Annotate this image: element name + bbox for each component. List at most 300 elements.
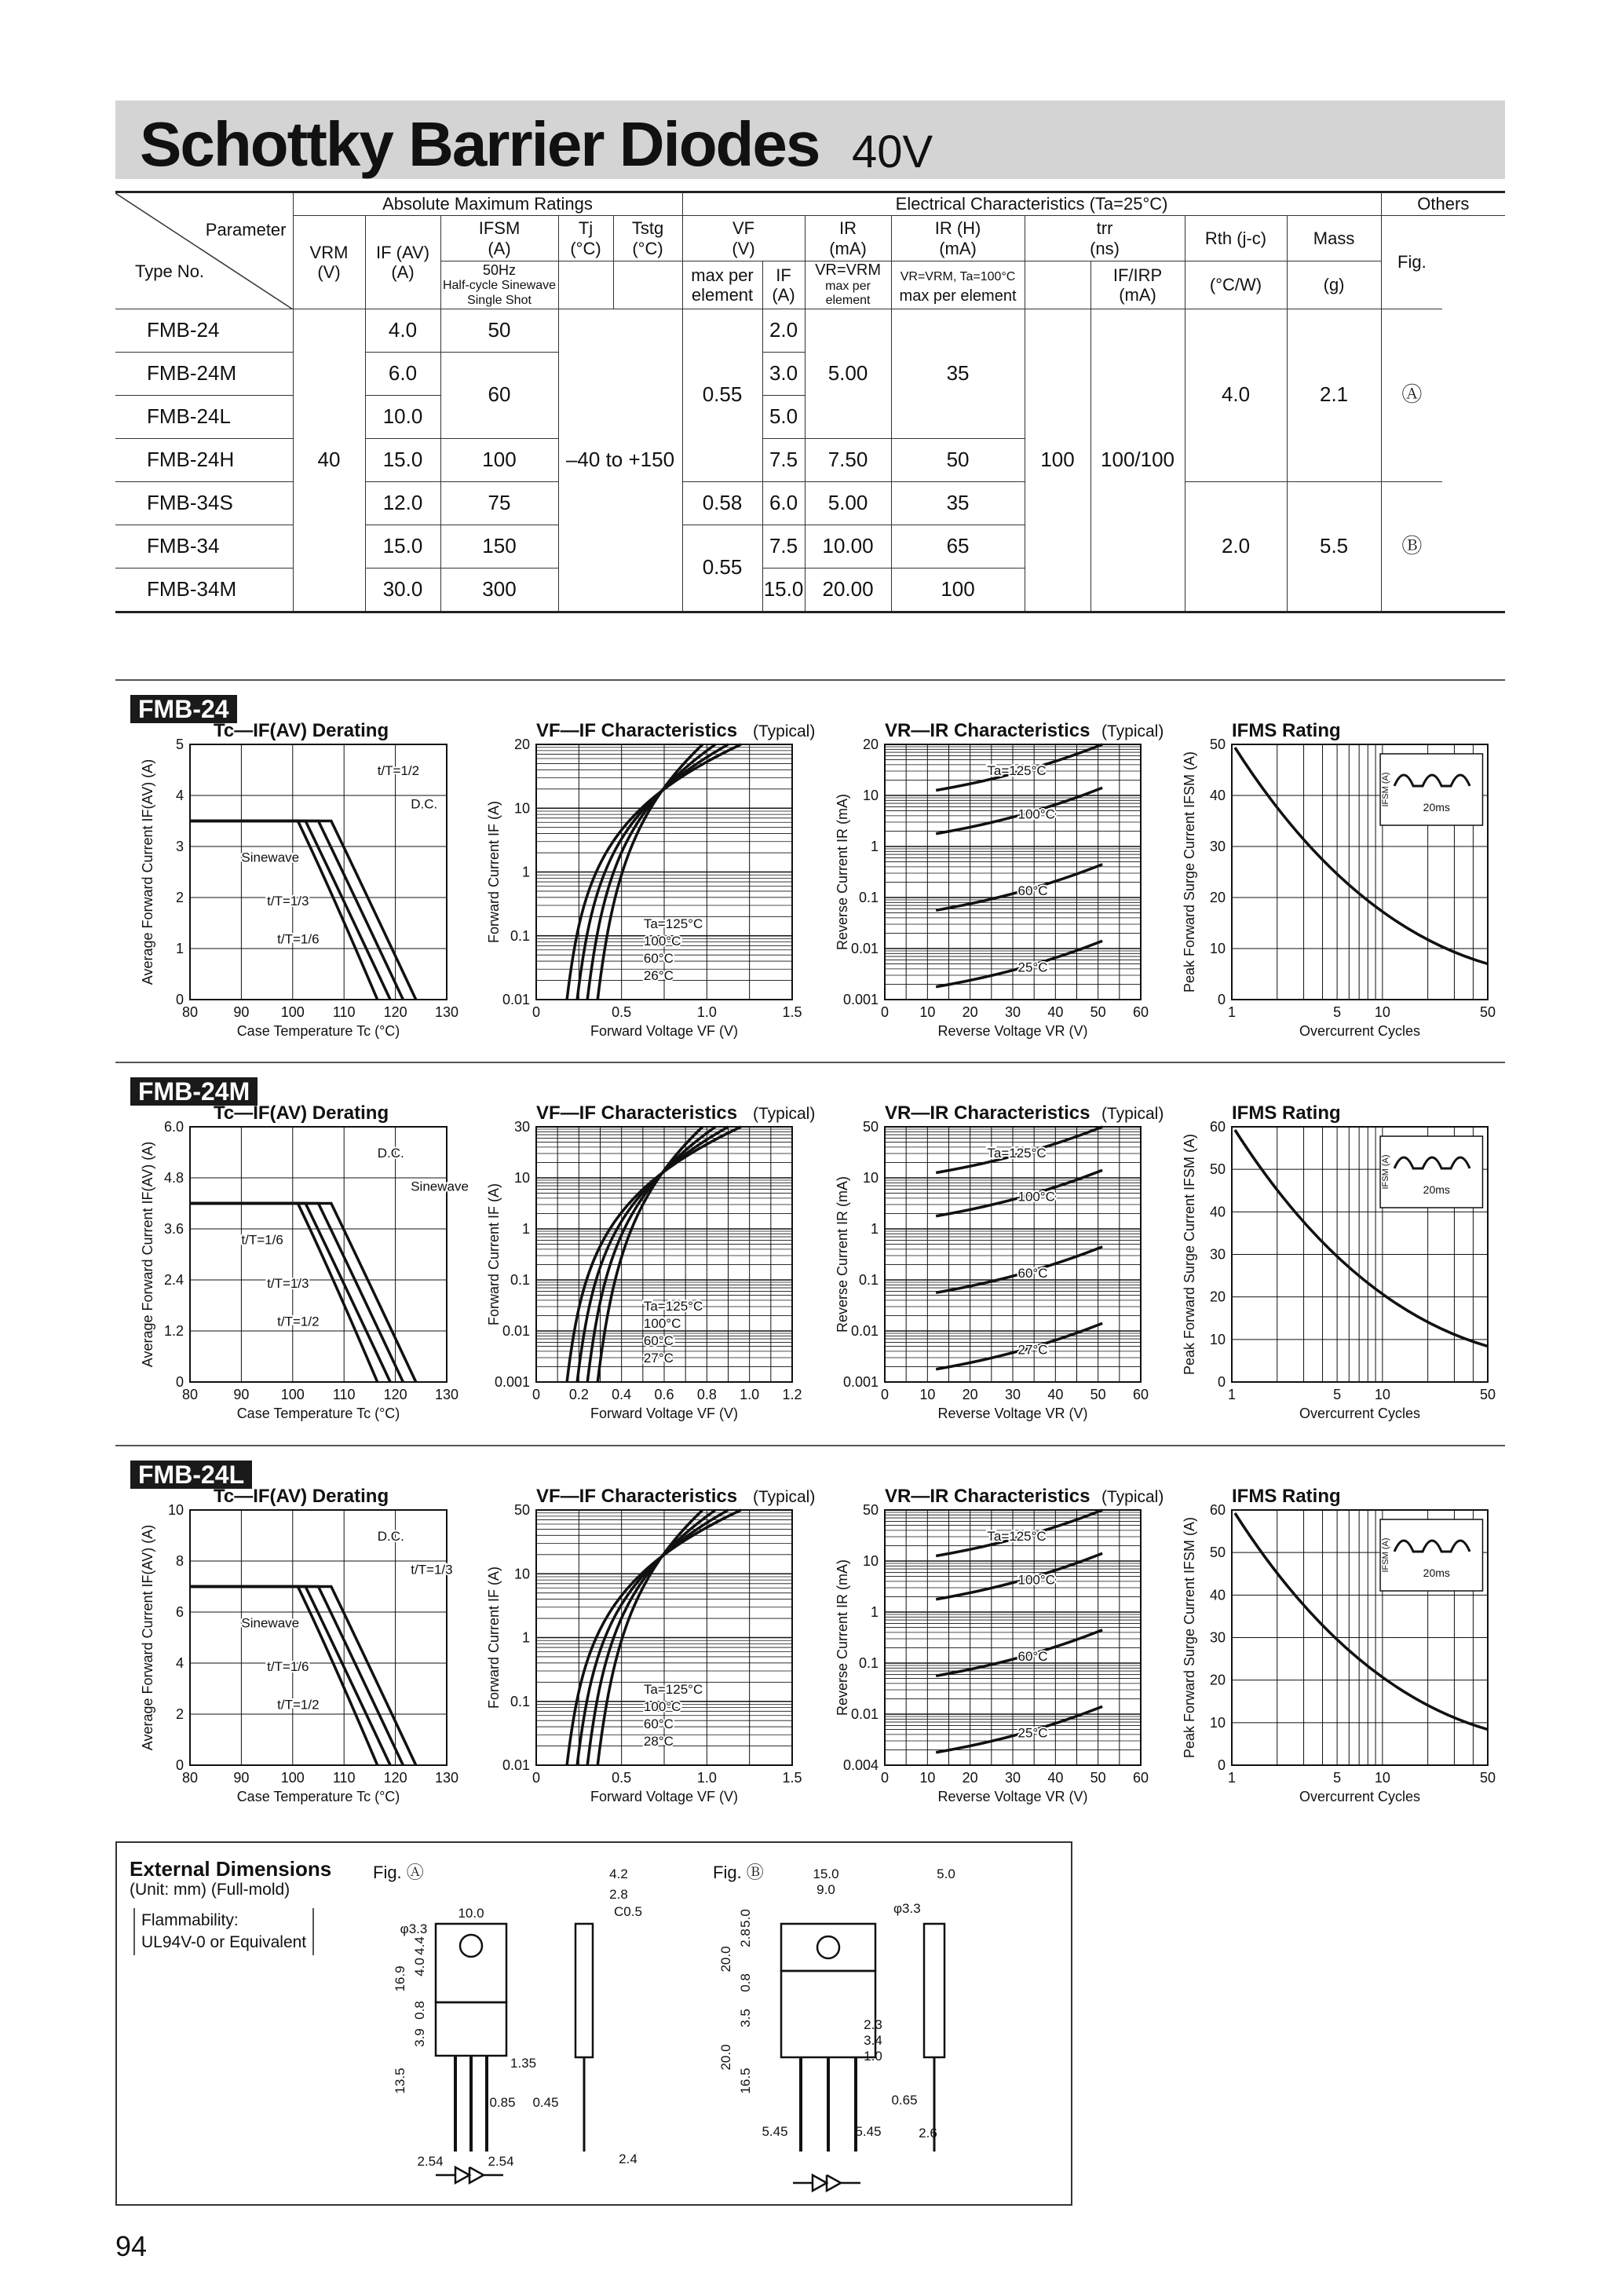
temperature-label: 60°C	[1017, 1648, 1048, 1664]
x-tick-label: 5	[1333, 1770, 1342, 1786]
mounting-hole-icon	[817, 1936, 839, 1958]
y-tick-label: 50	[513, 1502, 530, 1518]
y-tick-label: 0	[1217, 1374, 1226, 1390]
y-tick-label: 4.8	[163, 1170, 184, 1186]
mass-unit: (g)	[1287, 261, 1381, 309]
x-tick-label: 0	[880, 1387, 890, 1402]
curve-label: Sinewave	[241, 1615, 300, 1631]
dimension-label: 2.8	[738, 1929, 753, 1947]
x-tick-label: 130	[434, 1770, 459, 1786]
y-tick-label: 0	[175, 992, 184, 1007]
x-tick-label: 0	[532, 1770, 541, 1786]
x-tick-label: 50	[1479, 1770, 1496, 1786]
y-tick-label: 0.004	[842, 1757, 879, 1773]
x-axis-label: Reverse Voltage VR (V)	[937, 1023, 1088, 1039]
y-axis-label: Reverse Current IR (mA)	[835, 1175, 850, 1333]
y-tick-label: 0.01	[850, 1323, 879, 1339]
table-row: FMB-24 40 4.0 50 –40 to +150 0.55 2.0 5.00 35 100 100/100 4.0 2.1 Ⓐ	[115, 309, 1505, 352]
x-tick-label: 10	[919, 1770, 936, 1786]
y-tick-label: 30	[1209, 1246, 1226, 1263]
temperature-label: 100°C	[643, 1699, 681, 1714]
y-tick-label: 50	[862, 1119, 879, 1135]
inset-label: 20ms	[1423, 800, 1450, 813]
x-tick-label: 50	[1090, 1387, 1106, 1402]
chart-title: VR—IR Characteristics	[885, 720, 1090, 741]
x-tick-label: 10	[919, 1387, 936, 1402]
x-tick-label: 60	[1132, 1004, 1149, 1020]
x-tick-label: 90	[233, 1387, 250, 1402]
x-tick-label: 0.8	[696, 1387, 717, 1402]
y-axis-label: Forward Current IF (A)	[486, 800, 502, 944]
y-tick-label: 10	[513, 1566, 530, 1582]
x-tick-label: 0	[880, 1004, 890, 1020]
temperature-label: Ta=125°C	[643, 1682, 703, 1697]
y-tick-label: 0	[1217, 992, 1226, 1007]
x-axis-label: Overcurrent Cycles	[1299, 1023, 1421, 1039]
y-tick-label: 6	[175, 1604, 184, 1620]
chart-title: IFMS Rating	[1232, 720, 1341, 741]
section-tag-fmb24l: FMB-24L	[130, 1461, 252, 1489]
y-tick-label: 1	[870, 1221, 879, 1237]
x-tick-label: 5	[1333, 1004, 1342, 1020]
y-tick-label: 1	[870, 1604, 879, 1620]
section-tag-fmb24m: FMB-24M	[130, 1077, 258, 1106]
flammability-note: Flammability: UL94V-0 or Equivalent	[133, 1908, 314, 1955]
curve-label: t/T=1/6	[277, 931, 320, 947]
x-tick-label: 120	[383, 1387, 407, 1402]
dimension-label: 16.9	[393, 1965, 407, 1992]
temperature-label: 27°C	[643, 1351, 674, 1366]
inset-axis-label: IFSM (A)	[1381, 1154, 1391, 1190]
x-axis-label: Forward Voltage VF (V)	[590, 1023, 739, 1039]
y-tick-label: 40	[1209, 1587, 1226, 1603]
x-tick-label: 0.5	[612, 1004, 632, 1020]
x-tick-label: 110	[332, 1387, 356, 1402]
y-tick-label: 0.001	[842, 992, 879, 1007]
x-tick-label: 20	[962, 1387, 978, 1402]
y-axis-label: Peak Forward Surge Current IFSM (A)	[1182, 1516, 1197, 1759]
y-tick-label: 2	[175, 890, 184, 905]
package-a-body	[436, 2002, 506, 2056]
x-tick-label: 1.2	[782, 1387, 802, 1402]
chart-typical-label: (Typical)	[753, 1105, 816, 1123]
ifsm-header: IFSM (A)	[440, 216, 558, 261]
x-tick-label: 10	[919, 1004, 936, 1020]
ir-cond: VR=VRM max per element	[805, 261, 891, 309]
tstg-header: Tstg (°C)	[613, 216, 682, 261]
table-row: FMB-24L 10.0 5.0	[115, 395, 1505, 438]
chart-typical-label: (Typical)	[753, 1488, 816, 1506]
dimension-label: 15.0	[813, 1866, 839, 1881]
y-tick-label: 50	[1209, 737, 1226, 752]
dimension-label: 2.54	[417, 2154, 444, 2169]
x-tick-label: 130	[434, 1004, 459, 1020]
x-tick-label: 60	[1132, 1387, 1149, 1402]
y-tick-label: 0.1	[858, 890, 879, 905]
curve-label: t/T=1/2	[277, 1697, 320, 1713]
dimension-label: 4.4	[412, 1936, 427, 1955]
dimension-label: 0.45	[532, 2095, 559, 2110]
y-tick-label: 10	[167, 1502, 184, 1518]
chart-title: Tc—IF(AV) Derating	[214, 720, 389, 741]
y-tick-label: 0.01	[850, 1706, 879, 1722]
voltage-rating: 40V	[852, 126, 933, 177]
inset-label: 20ms	[1423, 1183, 1450, 1196]
y-tick-label: 1.2	[163, 1323, 184, 1339]
temperature-label: 26°C	[643, 968, 674, 983]
x-tick-label: 0.4	[612, 1387, 632, 1402]
y-tick-label: 10	[862, 1170, 879, 1186]
package-b-body	[781, 1971, 875, 2057]
y-tick-label: 0	[175, 1757, 184, 1773]
x-tick-label: 130	[434, 1387, 459, 1402]
dimension-label: 0.8	[412, 2001, 427, 2020]
dimension-label: 5.45	[762, 2124, 788, 2139]
x-tick-label: 0.2	[568, 1387, 589, 1402]
x-tick-label: 50	[1479, 1004, 1496, 1020]
y-tick-label: 20	[1209, 890, 1226, 905]
x-tick-label: 90	[233, 1004, 250, 1020]
y-tick-label: 2	[175, 1706, 184, 1722]
dimension-label: 9.0	[816, 1882, 835, 1897]
ir-header: IR (mA)	[805, 216, 891, 261]
x-tick-label: 50	[1090, 1770, 1106, 1786]
x-tick-label: 100	[280, 1004, 305, 1020]
dimension-label: 1.35	[510, 2056, 537, 2071]
temperature-label: 25°C	[1017, 960, 1048, 975]
temperature-label: Ta=125°C	[987, 1146, 1047, 1161]
x-tick-label: 0	[532, 1004, 541, 1020]
y-axis-label: Average Forward Current IF(AV) (A)	[140, 759, 155, 985]
y-tick-label: 0.1	[510, 927, 530, 944]
y-tick-label: 0.1	[510, 1272, 530, 1288]
chart-typical-label: (Typical)	[1101, 1105, 1164, 1123]
x-axis-label: Case Temperature Tc (°C)	[236, 1789, 400, 1804]
dimension-label: 1.0	[864, 2049, 882, 2064]
y-tick-label: 10	[862, 788, 879, 803]
x-tick-label: 0	[880, 1770, 890, 1786]
y-tick-label: 0.01	[502, 1323, 530, 1339]
x-tick-label: 40	[1047, 1004, 1064, 1020]
elec-char-header: Electrical Characteristics (Ta=25°C)	[682, 192, 1381, 216]
y-tick-label: 50	[1209, 1161, 1226, 1178]
temperature-label: 100°C	[1017, 806, 1055, 822]
table-row: FMB-34 15.0 150 0.55 7.5 10.00 65	[115, 525, 1505, 568]
curve-label: t/T=1/6	[267, 1658, 309, 1674]
x-tick-label: 100	[280, 1387, 305, 1402]
rth-header: Rth (j-c)	[1185, 216, 1287, 261]
y-tick-label: 10	[513, 800, 530, 817]
dimension-label: 0.8	[738, 1973, 753, 1992]
chart-title: Tc—IF(AV) Derating	[214, 1486, 389, 1507]
temperature-label: 60°C	[1017, 1265, 1048, 1281]
temperature-label: Ta=125°C	[643, 916, 703, 931]
chart-title: IFMS Rating	[1232, 1102, 1341, 1124]
diode-symbol-icon	[793, 2175, 860, 2191]
x-axis-label: Overcurrent Cycles	[1299, 1789, 1421, 1804]
ifsm-cond: 50Hz Half-cycle Sinewave Single Shot	[440, 261, 558, 309]
x-tick-label: 1.5	[782, 1770, 802, 1786]
dimension-label: 4.0	[412, 1958, 427, 1976]
x-tick-label: 10	[1374, 1004, 1390, 1020]
page-number: 94	[115, 2230, 148, 2262]
dimension-label: 13.5	[393, 2067, 407, 2094]
y-tick-label: 8	[175, 1553, 184, 1569]
x-tick-label: 30	[1004, 1387, 1021, 1402]
chart-title: Tc—IF(AV) Derating	[214, 1102, 389, 1124]
dimension-label: 5.0	[937, 1866, 955, 1881]
section-tag-fmb24: FMB-24	[130, 695, 237, 723]
temperature-label: Ta=125°C	[987, 1529, 1047, 1544]
x-tick-label: 60	[1132, 1770, 1149, 1786]
y-tick-label: 2.4	[163, 1272, 184, 1288]
dimension-label: φ3.3	[400, 1921, 428, 1936]
x-axis-label: Case Temperature Tc (°C)	[236, 1406, 400, 1421]
temperature-label: Ta=125°C	[643, 1299, 703, 1314]
vf-header: VF (V)	[682, 216, 805, 261]
inset-axis-label: IFSM (A)	[1381, 772, 1391, 807]
chart-title: IFMS Rating	[1232, 1486, 1341, 1507]
y-tick-label: 20	[513, 737, 530, 752]
y-tick-label: 4	[175, 788, 184, 803]
package-b-tab	[781, 1924, 875, 1971]
package-b-side	[924, 1924, 944, 2057]
table-row: FMB-34M 30.0 300 15.0 20.00 100	[115, 568, 1505, 612]
fig-a-label: Fig. Ⓐ	[373, 1863, 424, 1882]
dimension-label: 3.4	[864, 2033, 882, 2048]
y-tick-label: 0.01	[502, 992, 530, 1007]
inset-label: 20ms	[1423, 1566, 1450, 1579]
dimension-label: 2.4	[619, 2152, 637, 2166]
y-tick-label: 6.0	[163, 1119, 184, 1135]
curve-label: t/T=1/6	[241, 1232, 283, 1248]
dimension-label: 3.9	[412, 2028, 427, 2047]
x-axis-label: Overcurrent Cycles	[1299, 1406, 1421, 1421]
dims-unit: (Unit: mm) (Full-mold)	[130, 1881, 290, 1899]
table-row: FMB-24M 6.0 60 3.0	[115, 352, 1505, 395]
chart-title: VF—IF Characteristics	[536, 1102, 738, 1124]
y-tick-label: 1	[521, 1629, 530, 1646]
y-tick-label: 4	[175, 1655, 184, 1671]
dimension-label: 3.5	[738, 2009, 753, 2027]
vf-cond: max per element	[682, 261, 762, 309]
trr-header: trr (ns)	[1025, 216, 1185, 261]
y-tick-label: 10	[862, 1553, 879, 1569]
y-tick-label: 0.1	[858, 1272, 879, 1288]
y-tick-label: 0.001	[842, 1374, 879, 1390]
y-tick-label: 5	[175, 737, 184, 752]
curve-label: t/T=1/3	[267, 1275, 309, 1291]
temperature-label: 28°C	[643, 1734, 674, 1749]
y-tick-label: 20	[1209, 1672, 1226, 1688]
temperature-label: 25°C	[1017, 1725, 1048, 1741]
dimension-label: 2.54	[488, 2154, 514, 2169]
y-tick-label: 30	[1209, 839, 1226, 854]
dimension-label: C0.5	[614, 1904, 642, 1919]
curve-label: t/T=1/2	[277, 1314, 320, 1329]
fig-header: Fig.	[1381, 216, 1442, 309]
dimension-label: φ3.3	[893, 1901, 921, 1916]
y-tick-label: 3.6	[163, 1221, 184, 1237]
type-no-label: Type No.	[135, 261, 205, 282]
x-tick-label: 1	[1227, 1770, 1237, 1786]
parameter-label: Parameter	[205, 220, 287, 239]
fig-b-label: Fig. Ⓑ	[713, 1863, 764, 1882]
vrm-header: VRM (V)	[293, 216, 365, 309]
package-a-side	[575, 1924, 593, 2057]
x-axis-label: Forward Voltage VF (V)	[590, 1789, 739, 1804]
y-tick-label: 0.01	[502, 1757, 530, 1773]
y-axis-label: Average Forward Current IF(AV) (A)	[140, 1524, 155, 1751]
x-tick-label: 20	[962, 1004, 978, 1020]
y-tick-label: 60	[1209, 1502, 1226, 1518]
x-tick-label: 80	[181, 1387, 199, 1402]
tj-header: Tj (°C)	[558, 216, 613, 261]
y-tick-label: 0.1	[858, 1655, 879, 1671]
x-tick-label: 0.6	[654, 1387, 674, 1402]
x-tick-label: 0	[532, 1387, 541, 1402]
temperature-label: 27°C	[1017, 1342, 1048, 1358]
y-tick-label: 1	[175, 941, 184, 956]
y-tick-label: 1	[521, 864, 530, 880]
dimension-label: 2.6	[919, 2126, 937, 2141]
rth-unit: (°C/W)	[1185, 261, 1287, 309]
chart-title: VF—IF Characteristics	[536, 1486, 738, 1507]
temperature-label: 100°C	[643, 934, 681, 949]
y-tick-label: 0.01	[850, 941, 879, 956]
temperature-label: 60°C	[1017, 883, 1048, 898]
dimension-label: 0.85	[489, 2095, 516, 2110]
x-tick-label: 0.5	[612, 1770, 632, 1786]
y-axis-label: Reverse Current IR (mA)	[835, 1559, 850, 1717]
chart-typical-label: (Typical)	[753, 722, 816, 740]
x-tick-label: 1.0	[696, 1004, 717, 1020]
diode-symbol-icon	[436, 2167, 503, 2183]
curve-label: Sinewave	[241, 850, 300, 865]
x-tick-label: 110	[332, 1004, 356, 1020]
x-tick-label: 80	[181, 1004, 199, 1020]
y-axis-label: Peak Forward Surge Current IFSM (A)	[1182, 1133, 1197, 1376]
chart-typical-label: (Typical)	[1101, 1488, 1164, 1506]
temperature-label: Ta=125°C	[987, 763, 1047, 778]
curve-label: D.C.	[377, 1529, 404, 1544]
x-tick-label: 50	[1090, 1004, 1106, 1020]
x-axis-label: Forward Voltage VF (V)	[590, 1406, 739, 1421]
y-tick-label: 10	[513, 1170, 530, 1186]
chart-title: VF—IF Characteristics	[536, 720, 738, 741]
y-tick-label: 10	[1209, 1331, 1226, 1347]
x-tick-label: 10	[1374, 1387, 1390, 1402]
y-tick-label: 40	[1209, 788, 1226, 803]
y-tick-label: 3	[175, 839, 184, 854]
dimension-label: 16.5	[738, 2067, 753, 2094]
mounting-hole-icon	[460, 1935, 482, 1957]
x-tick-label: 1.5	[782, 1004, 802, 1020]
dimension-label: 10.0	[458, 1906, 484, 1921]
y-tick-label: 10	[1209, 941, 1226, 956]
y-tick-label: 1	[521, 1221, 530, 1237]
table-row: FMB-34S 12.0 75 0.58 6.0 5.00 35 2.0 5.5 Ⓑ	[115, 481, 1505, 525]
dimension-label: 5.45	[855, 2124, 882, 2139]
x-tick-label: 50	[1479, 1387, 1496, 1402]
y-tick-label: 20	[862, 737, 879, 752]
x-axis-label: Reverse Voltage VR (V)	[937, 1406, 1088, 1421]
dimension-label: 4.2	[609, 1866, 628, 1881]
x-tick-label: 40	[1047, 1387, 1064, 1402]
temperature-label: 100°C	[1017, 1572, 1055, 1588]
x-tick-label: 10	[1374, 1770, 1390, 1786]
x-tick-label: 120	[383, 1004, 407, 1020]
irh-cond: VR=VRM, Ta=100°C max per element	[891, 261, 1025, 309]
dimension-label: 20.0	[718, 2044, 733, 2071]
dimension-label: 20.0	[718, 1946, 733, 1972]
x-tick-label: 110	[332, 1770, 356, 1786]
dimension-label: 2.8	[609, 1887, 628, 1902]
if2-header: IF (A)	[762, 261, 805, 309]
x-tick-label: 20	[962, 1770, 978, 1786]
curve-label: D.C.	[377, 1146, 404, 1161]
y-tick-label: 0.001	[494, 1374, 530, 1390]
x-axis-label: Reverse Voltage VR (V)	[937, 1789, 1088, 1804]
others-header: Others	[1381, 192, 1505, 216]
temperature-label: 60°C	[643, 1717, 674, 1731]
y-axis-label: Peak Forward Surge Current IFSM (A)	[1182, 751, 1197, 993]
x-tick-label: 80	[181, 1770, 199, 1786]
x-tick-label: 1.0	[740, 1387, 760, 1402]
chart-typical-label: (Typical)	[1101, 722, 1164, 740]
inset-axis-label: IFSM (A)	[1381, 1537, 1391, 1573]
curve-label: t/T=1/3	[267, 893, 309, 909]
curve-label: Sinewave	[411, 1179, 469, 1194]
curve-label: t/T=1/3	[411, 1562, 453, 1578]
trr-cond: IF/IRP (mA)	[1090, 261, 1185, 309]
y-tick-label: 1	[870, 839, 879, 854]
y-tick-label: 0	[1217, 1757, 1226, 1773]
y-tick-label: 50	[1209, 1545, 1226, 1561]
x-tick-label: 1	[1227, 1387, 1237, 1402]
y-tick-label: 0	[175, 1374, 184, 1390]
y-tick-label: 40	[1209, 1204, 1226, 1220]
y-axis-label: Reverse Current IR (mA)	[835, 793, 850, 951]
temperature-label: 60°C	[643, 1333, 674, 1348]
y-tick-label: 20	[1209, 1289, 1226, 1305]
y-axis-label: Forward Current IF (A)	[486, 1183, 502, 1326]
page-title: Schottky Barrier Diodes	[140, 109, 820, 179]
x-tick-label: 30	[1004, 1770, 1021, 1786]
y-axis-label: Average Forward Current IF(AV) (A)	[140, 1141, 155, 1368]
curve-label: D.C.	[411, 796, 438, 812]
y-tick-label: 10	[1209, 1714, 1226, 1731]
y-tick-label: 30	[513, 1119, 530, 1135]
irh-header: IR (H) (mA)	[891, 216, 1025, 261]
dimension-label: 2.3	[864, 2017, 882, 2032]
y-tick-label: 0.1	[510, 1693, 530, 1709]
x-tick-label: 1	[1227, 1004, 1237, 1020]
x-tick-label: 5	[1333, 1387, 1342, 1402]
if-header: IF (AV) (A)	[365, 216, 440, 309]
y-axis-label: Forward Current IF (A)	[486, 1566, 502, 1709]
curve-label: t/T=1/2	[377, 763, 420, 778]
x-tick-label: 120	[383, 1770, 407, 1786]
x-tick-label: 40	[1047, 1770, 1064, 1786]
dimension-label: 5.0	[738, 1909, 753, 1928]
mass-header: Mass	[1287, 216, 1381, 261]
table-row: FMB-24H 15.0 100 7.5 7.50 50	[115, 438, 1505, 481]
y-tick-label: 60	[1209, 1119, 1226, 1135]
y-tick-label: 30	[1209, 1629, 1226, 1646]
chart-title: VR—IR Characteristics	[885, 1102, 1090, 1124]
abs-max-header: Absolute Maximum Ratings	[293, 192, 682, 216]
